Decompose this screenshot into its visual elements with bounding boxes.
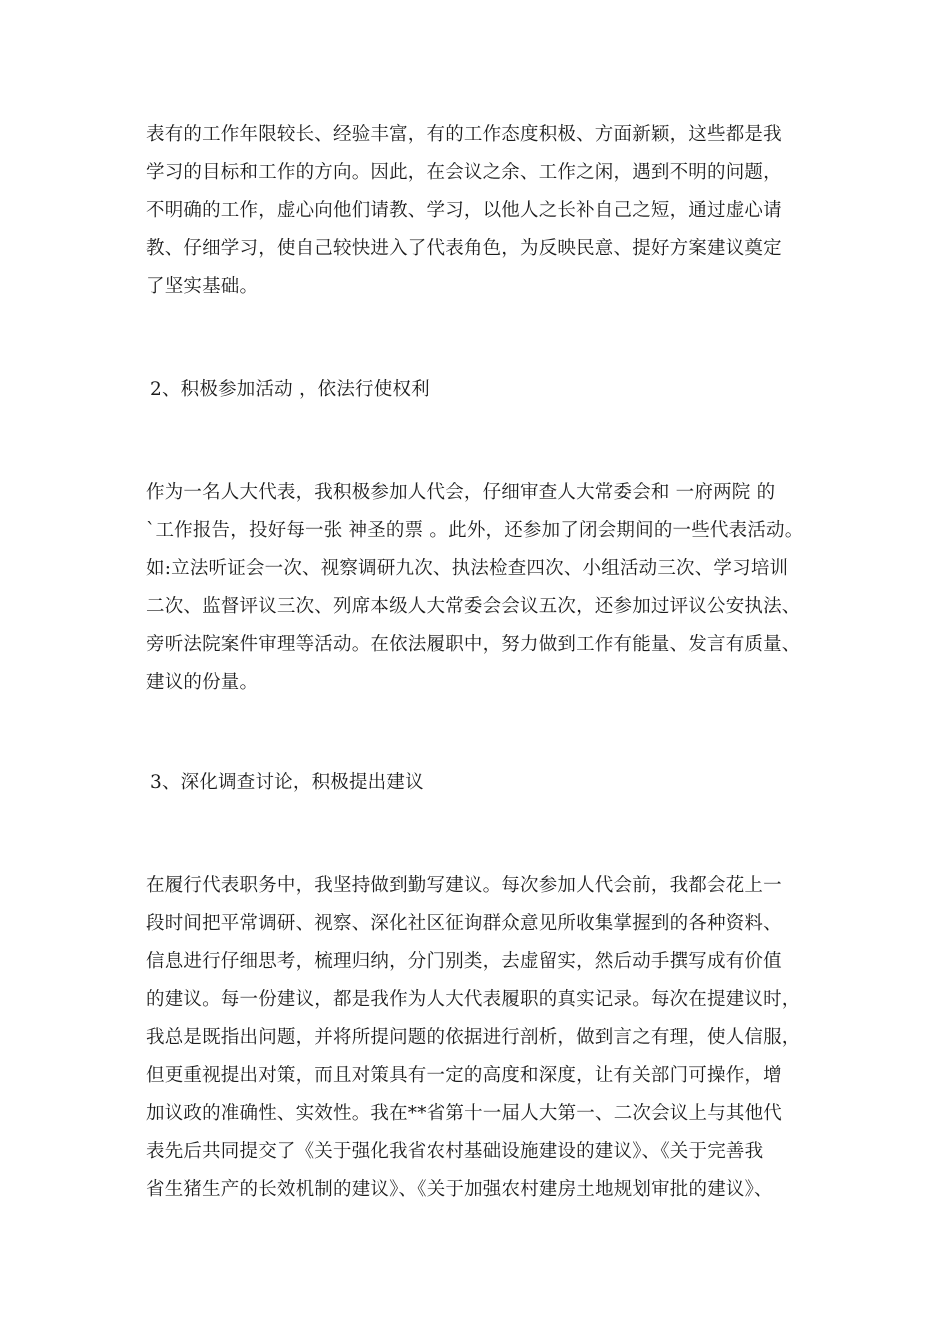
paragraph3-line: 我总是既指出问题，并将所提问题的依据进行剖析，做到言之有理，使人信服， bbox=[146, 1027, 801, 1048]
paragraph2-line: 作为一名人大代表，我积极参加人代会，仔细审查人大常委会和 一府两院 的 bbox=[146, 482, 776, 503]
paragraph3-line: 段时间把平常调研、视察、深化社区征询群众意见所收集掌握到的各种资料、 bbox=[146, 913, 782, 934]
paragraph1-line: 不明确的工作，虚心向他们请教、学习，以他人之长补自己之短，通过虚心请 bbox=[146, 200, 782, 221]
paragraph3-line: 的建议。每一份建议，都是我作为人大代表履职的真实记录。每次在提建议时， bbox=[146, 989, 801, 1010]
paragraph1-line: 了坚实基础。 bbox=[146, 276, 259, 297]
section-heading-3: 3、深化调查讨论，积极提出建议 bbox=[150, 772, 424, 793]
paragraph3-line: 信息进行仔细思考，梳理归纳，分门别类，去虚留实，然后动手撰写成有价值 bbox=[146, 951, 782, 972]
paragraph2-line: 旁听法院案件审理等活动。在依法履职中，努力做到工作有能量、发言有质量、 bbox=[146, 634, 801, 655]
paragraph2-line: `工作报告，投好每一张 神圣的票 。此外，还参加了闭会期间的一些代表活动。 bbox=[146, 520, 804, 541]
section-heading-2: 2、积极参加活动 ，依法行使权利 bbox=[150, 379, 430, 400]
paragraph3-line: 但更重视提出对策，而且对策具有一定的高度和深度，让有关部门可操作，增 bbox=[146, 1065, 782, 1086]
paragraph1-line: 表有的工作年限较长、经验丰富，有的工作态度积极、方面新颖，这些都是我 bbox=[146, 124, 782, 145]
paragraph2-line: 如:立法听证会一次、视察调研九次、执法检查四次、小组活动三次、学习培训 bbox=[146, 558, 789, 579]
paragraph3-line: 表先后共同提交了《关于强化我省农村基础设施建设的建议》、《关于完善我 bbox=[146, 1141, 764, 1162]
paragraph3-line: 省生猪生产的长效机制的建议》、《关于加强农村建房土地规划审批的建议》、 bbox=[146, 1179, 773, 1200]
paragraph2-line: 二次、监督评议三次、列席本级人大常委会会议五次，还参加过评议公安执法、 bbox=[146, 596, 801, 617]
paragraph3-line: 加议政的准确性、实效性。我在**省第十一届人大第一、二次会议上与其他代 bbox=[146, 1103, 783, 1124]
paragraph3-line: 在履行代表职务中，我坚持做到勤写建议。每次参加人代会前，我都会花上一 bbox=[146, 875, 782, 896]
paragraph1-line: 学习的目标和工作的方向。因此，在会议之余、工作之闲，遇到不明的问题， bbox=[146, 162, 782, 183]
paragraph1-line: 教、仔细学习，使自己较快进入了代表角色，为反映民意、提好方案建议奠定 bbox=[146, 238, 782, 259]
paragraph2-line: 建议的份量。 bbox=[146, 672, 259, 693]
